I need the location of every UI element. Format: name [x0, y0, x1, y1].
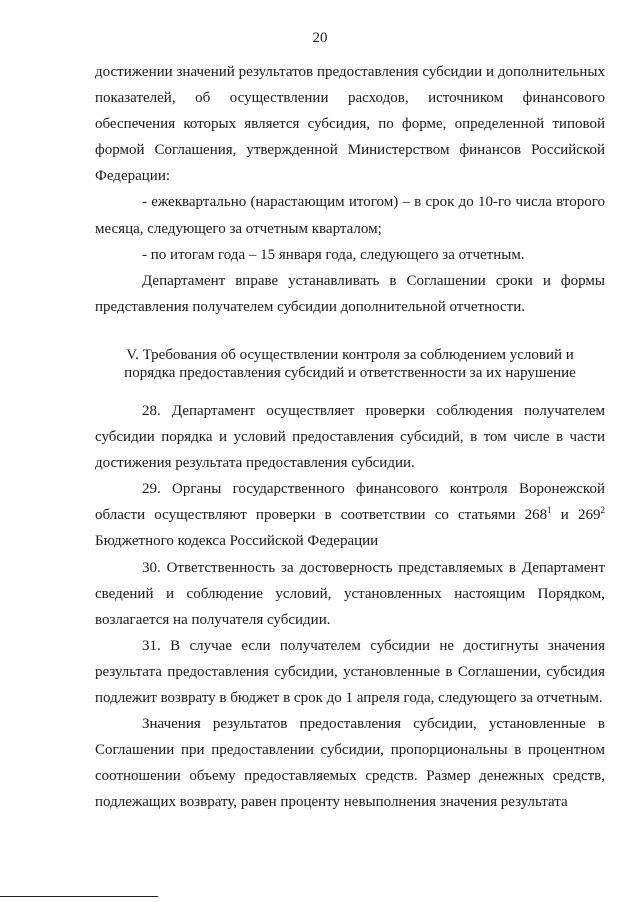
list-item-annual: - по итогам года – 15 января года, следующего за отчетным.	[142, 246, 525, 263]
paragraph-31: 31. В случае если получателем субсидии не достигнуты значения результата предоставления субсидии, установленные в Соглашении, субсидия подлежит возврату в бюджет в срок до 1 апреля года, следующего за отчетным.	[95, 637, 605, 706]
paragraph-29-text-start: 29. Органы государственного финансового контроля Воронежской области осуществляют проверки в соответствии со статьями 268	[95, 481, 605, 524]
document-body	[95, 59, 605, 815]
list-item-quarterly: - ежеквартально (нарастающим итогом) – в срок до 10-го числа второго месяца, следующего за отчетным кварталом;	[95, 194, 605, 237]
paragraph-28: 28. Департамент осуществляет проверки соблюдения получателем субсидии порядка и условий предоставления субсидий, в том числе в части достижения результата предоставления субсидии.	[95, 402, 605, 472]
page-number: 20	[312, 30, 328, 46]
footnote-separator	[0, 896, 158, 897]
paragraph-29	[95, 476, 605, 554]
section-heading: V. Требования об осуществлении контроля за соблюдением условий и порядка предоставления субсидий и ответственности за их нарушение	[124, 346, 576, 381]
paragraph-30: 30. Ответственность за достоверность представляемых в Департамент сведений и соблюдение условий, установленных настоящим Порядком, возлагается на получателя субсидии.	[95, 559, 605, 628]
paragraph-continuation: достижении значений результатов предоставления субсидии и дополнительных показателей, об осуществлении расходов, источником финансового обеспечения которых является субсидия, по форме, определенной типовой формой Соглашения, утвержденной Министерством финансов Российской Федерации:	[95, 64, 605, 185]
paragraph-29-text-end: Бюджетного кодекса Российской Федерации	[95, 533, 379, 550]
superscript-1: 1	[547, 505, 552, 516]
superscript-2: 2	[600, 505, 605, 516]
paragraph-result-values: Значения результатов предоставления субсидии, установленные в Соглашении при предоставлении субсидии, пропорциональны в процентном соотношении объему предоставляемых средств. Размер денежных средств, подлежащих возврату, равен проценту невыполнения значения результата	[95, 716, 605, 811]
paragraph-department-rights: Департамент вправе устанавливать в Соглашении сроки и формы представления получателем субсидии дополнительной отчетности.	[95, 272, 605, 315]
paragraph-29-text-middle: и 269	[551, 507, 601, 524]
